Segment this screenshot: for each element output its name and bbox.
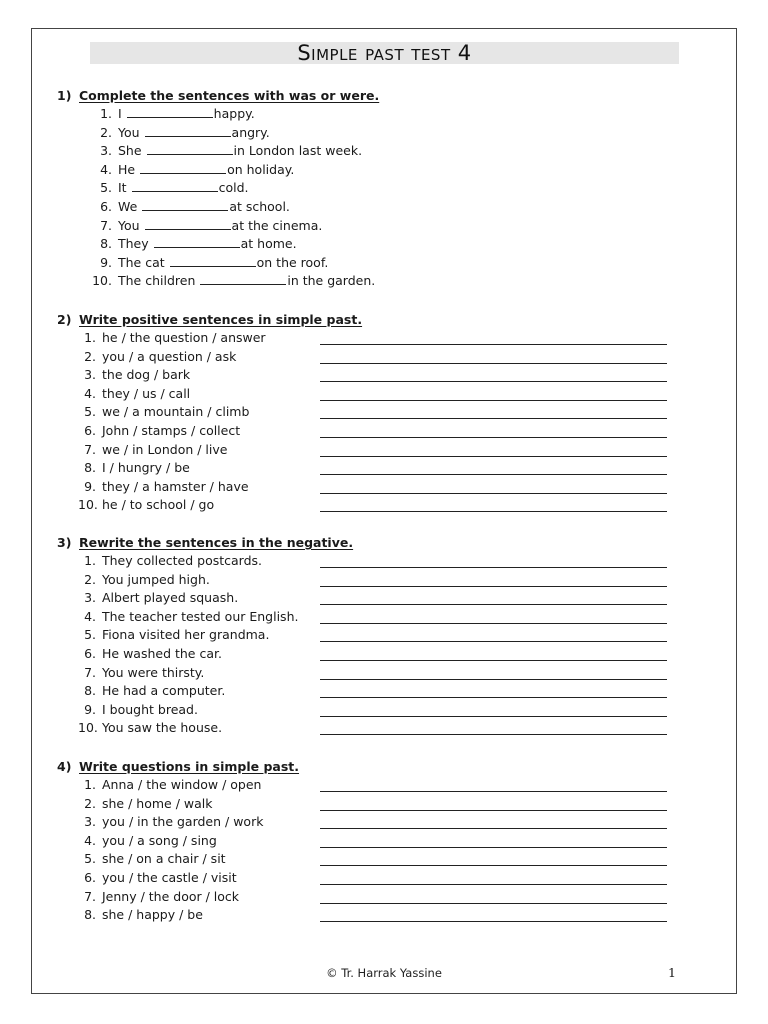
item-number: 6. <box>84 870 96 885</box>
item-prompt: Jenny / the door / lock <box>102 888 240 904</box>
exercise-item <box>78 683 225 699</box>
answer-blank[interactable] <box>140 162 226 174</box>
item-number: 5. <box>84 851 96 867</box>
answer-line[interactable] <box>320 474 667 475</box>
item-number: 5. <box>84 404 96 420</box>
section-number: 1) <box>57 88 72 103</box>
item-prompt: You jumped high. <box>102 571 210 587</box>
footer-credit: © Tr. Harrak Yassine <box>326 966 442 980</box>
item-prompt: The teacher tested our English. <box>102 608 299 624</box>
answer-line[interactable] <box>320 418 667 419</box>
item-number: 10. <box>78 497 98 513</box>
item-number: 3. <box>84 814 96 830</box>
sentence-end: cold. <box>218 180 249 196</box>
exercise-item <box>78 553 262 569</box>
answer-line[interactable] <box>320 567 667 568</box>
sentence-end: in London last week. <box>233 143 363 159</box>
item-number: 6. <box>100 199 112 214</box>
item-prompt: she / happy / be <box>102 907 203 923</box>
answer-line[interactable] <box>320 344 667 345</box>
answer-blank[interactable] <box>127 106 213 118</box>
item-number: 10. <box>92 273 112 289</box>
section-instruction: Complete the sentences with was or were. <box>79 88 380 103</box>
exercise-item <box>78 590 238 606</box>
item-prompt: the dog / bark <box>102 367 191 383</box>
item-number: 7. <box>100 217 112 233</box>
exercise-item <box>78 646 222 662</box>
exercise-item <box>78 423 240 439</box>
page-number: 1 <box>668 965 676 980</box>
answer-blank[interactable] <box>200 273 286 285</box>
sentence-start: She <box>118 143 142 159</box>
item-number: 2. <box>84 795 96 811</box>
item-prompt: Fiona visited her grandma. <box>102 627 270 643</box>
item-number: 2. <box>84 348 96 364</box>
exercise-item <box>78 479 249 495</box>
exercise-item <box>86 180 248 196</box>
exercise-item <box>78 889 239 905</box>
answer-line[interactable] <box>320 734 667 735</box>
exercise-item <box>78 796 212 812</box>
answer-line[interactable] <box>320 697 667 698</box>
page-title: Simple past test 4 <box>90 42 679 64</box>
item-prompt: you / in the garden / work <box>102 814 264 830</box>
answer-line[interactable] <box>320 903 667 904</box>
answer-line[interactable] <box>320 381 667 382</box>
section-number: 3) <box>57 535 72 550</box>
item-prompt: You were thirsty. <box>102 664 205 680</box>
section-heading <box>57 535 353 551</box>
item-prompt: Anna / the window / open <box>102 777 262 792</box>
sentence-end: on the roof. <box>256 254 329 270</box>
item-number: 5. <box>84 627 96 643</box>
item-prompt: they / a hamster / have <box>102 478 249 494</box>
exercise-item <box>78 330 266 346</box>
item-number: 9. <box>84 478 96 494</box>
item-prompt: I bought bread. <box>102 701 198 717</box>
answer-line[interactable] <box>320 511 667 512</box>
exercise-item <box>86 162 294 178</box>
exercise-item <box>78 442 227 458</box>
item-prompt: He had a computer. <box>102 683 226 699</box>
sentence-start: You <box>118 124 140 140</box>
exercise-item <box>78 814 263 830</box>
section-number: 4) <box>57 759 72 774</box>
sentence-start: You <box>118 217 140 233</box>
answer-blank[interactable] <box>154 236 240 248</box>
item-number: 3. <box>84 367 96 383</box>
item-number: 6. <box>84 423 96 438</box>
item-number: 4. <box>100 161 112 177</box>
exercise-item <box>86 273 375 289</box>
item-prompt: John / stamps / collect <box>102 423 241 438</box>
item-number: 9. <box>100 254 112 270</box>
item-number: 3. <box>100 143 112 159</box>
exercise-item <box>78 720 222 736</box>
exercise-item <box>78 367 190 383</box>
answer-line[interactable] <box>320 810 667 811</box>
exercise-item <box>78 777 261 793</box>
item-number: 4. <box>84 385 96 401</box>
item-prompt: He washed the car. <box>102 646 222 661</box>
sentence-start: He <box>118 161 136 177</box>
item-prompt: You saw the house. <box>102 720 223 736</box>
section-heading <box>57 759 299 775</box>
sentence-end: in the garden. <box>287 273 376 289</box>
sentence-start: I <box>118 106 122 121</box>
answer-line[interactable] <box>320 493 667 494</box>
exercise-item <box>78 833 217 849</box>
item-number: 4. <box>84 608 96 624</box>
item-number: 2. <box>100 124 112 140</box>
item-number: 1. <box>100 106 112 121</box>
item-prompt: she / home / walk <box>102 795 213 811</box>
answer-line[interactable] <box>320 400 667 401</box>
sentence-end: angry. <box>231 124 270 140</box>
exercise-item <box>78 349 236 365</box>
item-prompt: you / the castle / visit <box>102 870 237 885</box>
answer-blank[interactable] <box>142 199 228 211</box>
exercise-item <box>86 199 290 215</box>
item-number: 3. <box>84 590 96 606</box>
answer-line[interactable] <box>320 679 667 680</box>
answer-blank[interactable] <box>145 218 231 230</box>
answer-line[interactable] <box>320 604 667 605</box>
section-heading <box>57 312 362 328</box>
answer-line[interactable] <box>320 456 667 457</box>
item-prompt: you / a question / ask <box>102 348 237 364</box>
sentence-end: at home. <box>240 236 297 252</box>
answer-line[interactable] <box>320 865 667 866</box>
item-number: 6. <box>84 646 96 661</box>
item-number: 7. <box>84 888 96 904</box>
answer-blank[interactable] <box>145 125 231 137</box>
sentence-end: at school. <box>229 199 290 214</box>
exercise-item <box>78 404 249 420</box>
item-number: 1. <box>84 330 96 345</box>
exercise-item <box>78 572 210 588</box>
sentence-start: The cat <box>118 254 165 270</box>
item-number: 5. <box>100 180 112 196</box>
sentence-start: We <box>118 199 138 214</box>
answer-blank[interactable] <box>147 143 233 155</box>
exercise-item <box>78 870 237 886</box>
answer-line[interactable] <box>320 586 667 587</box>
item-number: 10. <box>78 720 98 736</box>
exercise-item <box>78 851 226 867</box>
exercise-item <box>86 218 322 234</box>
answer-line[interactable] <box>320 660 667 661</box>
answer-line[interactable] <box>320 921 667 922</box>
answer-line[interactable] <box>320 828 667 829</box>
answer-blank[interactable] <box>132 180 218 192</box>
exercise-item <box>78 386 190 402</box>
sentence-start: They <box>118 236 149 252</box>
item-prompt: we / a mountain / climb <box>102 404 250 420</box>
sentence-start: It <box>118 180 127 196</box>
item-number: 1. <box>84 553 96 568</box>
item-number: 4. <box>84 832 96 848</box>
section-instruction: Write questions in simple past. <box>79 759 300 774</box>
section-instruction: Rewrite the sentences in the negative. <box>79 535 354 550</box>
item-number: 8. <box>84 907 96 923</box>
section-heading <box>57 88 379 104</box>
answer-line[interactable] <box>320 716 667 717</box>
sentence-start: The children <box>118 273 196 289</box>
answer-line[interactable] <box>320 847 667 848</box>
exercise-item <box>86 255 328 271</box>
answer-line[interactable] <box>320 437 667 438</box>
item-prompt: I / hungry / be <box>102 460 190 476</box>
item-number: 7. <box>84 664 96 680</box>
exercise-item <box>86 143 362 159</box>
answer-blank[interactable] <box>170 255 256 267</box>
exercise-item <box>78 627 269 643</box>
exercise-item <box>78 460 190 476</box>
sentence-end: happy. <box>213 106 255 121</box>
item-prompt: he / the question / answer <box>102 330 266 345</box>
item-prompt: she / on a chair / sit <box>102 851 226 867</box>
item-prompt: Albert played squash. <box>102 590 239 606</box>
exercise-item <box>78 907 203 923</box>
exercise-item <box>86 125 270 141</box>
item-number: 1. <box>84 777 96 792</box>
item-number: 8. <box>84 460 96 476</box>
item-number: 9. <box>84 701 96 717</box>
answer-line[interactable] <box>320 791 667 792</box>
item-number: 7. <box>84 441 96 457</box>
sentence-end: on holiday. <box>227 161 295 177</box>
answer-line[interactable] <box>320 884 667 885</box>
exercise-item <box>86 106 255 122</box>
answer-line[interactable] <box>320 623 667 624</box>
exercise-item <box>78 702 198 718</box>
item-prompt: you / a song / sing <box>102 832 217 848</box>
exercise-item <box>78 665 204 681</box>
section-number: 2) <box>57 312 72 327</box>
answer-line[interactable] <box>320 641 667 642</box>
exercise-item <box>78 497 214 513</box>
answer-line[interactable] <box>320 363 667 364</box>
exercise-item <box>78 609 298 625</box>
item-number: 8. <box>100 236 112 252</box>
exercise-item <box>86 236 297 252</box>
item-prompt: he / to school / go <box>102 497 215 513</box>
item-number: 2. <box>84 571 96 587</box>
item-prompt: we / in London / live <box>102 441 228 457</box>
section-instruction: Write positive sentences in simple past. <box>79 312 363 327</box>
sentence-end: at the cinema. <box>231 217 323 233</box>
item-prompt: They collected postcards. <box>102 553 263 568</box>
item-prompt: they / us / call <box>102 385 191 401</box>
item-number: 8. <box>84 683 96 699</box>
